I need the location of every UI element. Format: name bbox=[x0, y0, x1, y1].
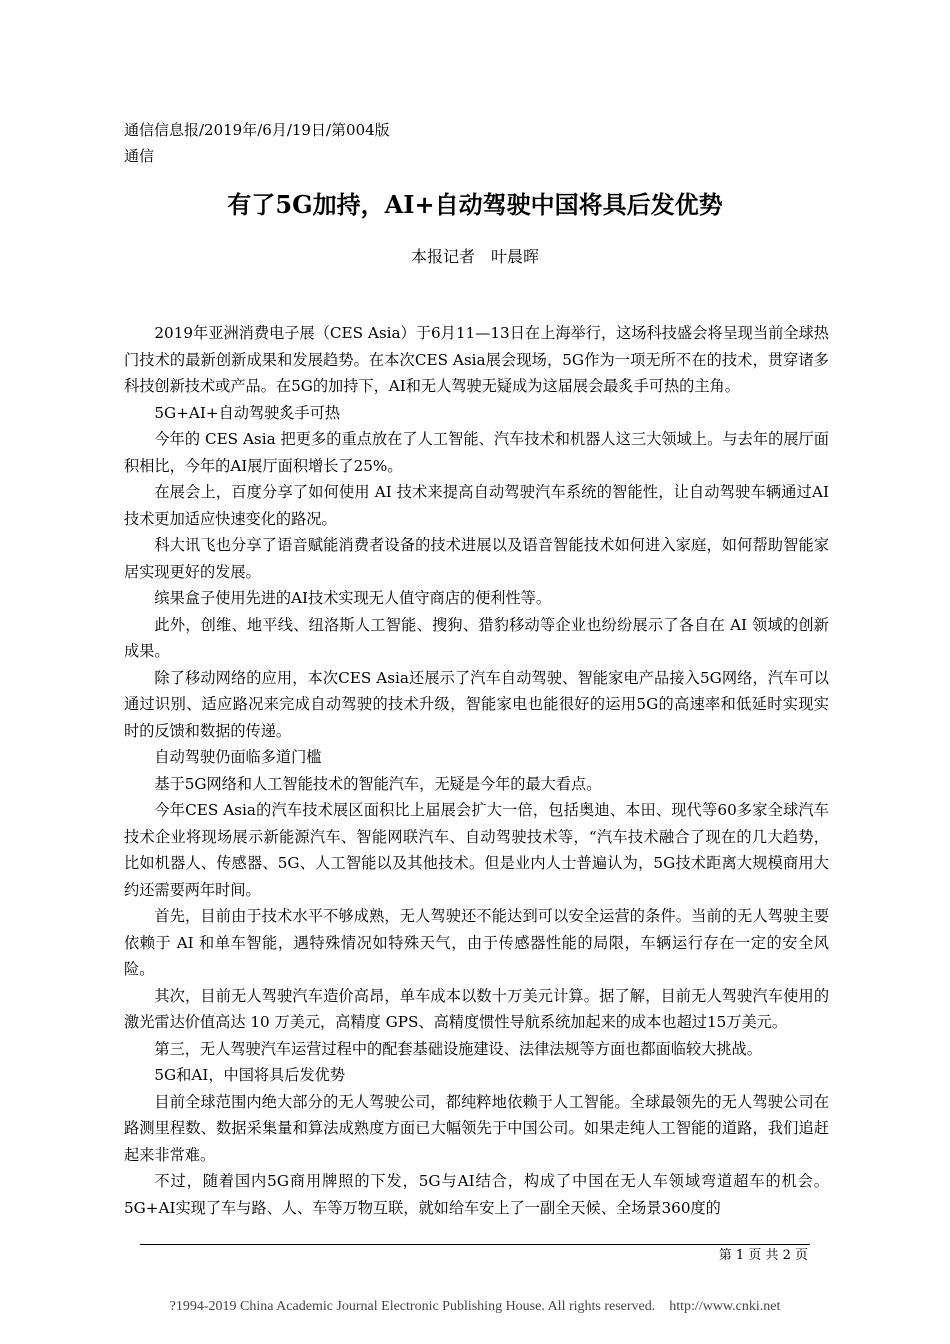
paragraph: 此外，创维、地平线、纽洛斯人工智能、搜狗、猎豹移动等企业也纷纷展示了各自在 AI 领域的创新成果。 bbox=[124, 615, 829, 660]
paragraph: 科大讯飞也分享了语音赋能消费者设备的技术进展以及语音智能技术如何进入家庭，如何帮助智能家居实现更好的发展。 bbox=[124, 536, 829, 581]
page-number: 第 1 页 共 2 页 bbox=[718, 1248, 808, 1263]
article-byline: 本报记者 叶晨晖 bbox=[410, 247, 539, 266]
copyright-footer: ?1994-2019 China Academic Journal Electronic Publishing House. All rights reserved. http://www.cnki.net bbox=[169, 1299, 781, 1314]
section-label: 通信 bbox=[124, 147, 155, 165]
article-source bbox=[124, 117, 390, 169]
footer-rule bbox=[140, 1244, 810, 1245]
paragraph: 缤果盒子使用先进的AI技术实现无人值守商店的便利性等。 bbox=[154, 589, 552, 607]
paragraph: 首先，目前由于技术水平不够成熟，无人驾驶还不能达到可以安全运营的条件。当前的无人驾驶主要依赖于 AI 和单车智能，遇特殊情况如特殊天气，由于传感器性能的局限，车辆运行存在一定的安全风险。 bbox=[124, 907, 829, 978]
subheading: 自动驾驶仍面临多道门槛 bbox=[154, 748, 322, 766]
article-body bbox=[124, 320, 829, 1221]
article-title: 有了5G加持，AI+自动驾驶中国将具后发优势 bbox=[227, 190, 723, 219]
paragraph: 基于5G网络和人工智能技术的智能汽车，无疑是今年的最大看点。 bbox=[154, 774, 602, 793]
paragraph: 目前全球范围内绝大部分的无人驾驶公司，都纯粹地依赖于人工智能。全球最领先的无人驾驶公司在路测里程数、数据采集量和算法成熟度方面已大幅领先于中国公司。如果走纯人工智能的道路，我们追赶起来非常难。 bbox=[124, 1092, 829, 1164]
paragraph: 其次，目前无人驾驶汽车造价高昂，单车成本以数十万美元计算。据了解，目前无人驾驶汽车使用的激光雷达价值高达 10 万美元，高精度 GPS、高精度惯性导航系统加起来的成本也超过15万美元。 bbox=[124, 986, 829, 1031]
paragraph: 不过，随着国内5G商用牌照的下发，5G与AI结合，构成了中国在无人车领域弯道超车的机会。5G+AI实现了车与路、人、车等万物互联，就如给车安上了一副全天候、全场景360度的 bbox=[124, 1172, 829, 1217]
paragraph: 2019年亚洲消费电子展（CES Asia）于6月11—13日在上海举行，这场科技盛会将呈现当前全球热门技术的最新创新成果和发展趋势。在本次CES Asia展会现场，5G作为一项无所不在的技术，贯穿诸多科技创新技术或产品。在5G的加持下，AI和无人驾驶无疑成为这届展会最炙手可热的主角。 bbox=[124, 324, 829, 395]
paragraph: 除了移动网络的应用，本次CES Asia还展示了汽车自动驾驶、智能家电产品接入5G网络，汽车可以通过识别、适应路况来完成自动驾驶的技术升级，智能家电也能很好的运用5G的高速率和低延时实现实时的反馈和数据的传递。 bbox=[124, 668, 829, 740]
paragraph: 今年CES Asia的汽车技术展区面积比上届展会扩大一倍，包括奥迪、本田、现代等60多家全球汽车技术企业将现场展示新能源汽车、智能网联汽车、自动驾驶技术等，“汽车技术融合了现在的几大趋势，比如机器人、传感器、5G、人工智能以及其他技术。但是业内人士普遍认为，5G技术距离大规模商用大约还需要两年时间。 bbox=[124, 801, 829, 899]
paragraph: 第三，无人驾驶汽车运营过程中的配套基础设施建设、法律法规等方面也都面临较大挑战。 bbox=[154, 1039, 762, 1058]
paragraph: 今年的 CES Asia 把更多的重点放在了人工智能、汽车技术和机器人这三大领域上。与去年的展厅面积相比，今年的AI展厅面积增长了25%。 bbox=[124, 430, 829, 475]
subheading: 5G+AI+自动驾驶炙手可热 bbox=[154, 403, 341, 422]
source-line: 通信信息报/2019年/6月/19日/第004版 bbox=[124, 121, 390, 139]
paragraph: 在展会上，百度分享了如何使用 AI 技术来提高自动驾驶汽车系统的智能性，让自动驾驶车辆通过AI技术更加适应快速变化的路况。 bbox=[124, 483, 829, 528]
subheading: 5G和AI，中国将具后发优势 bbox=[154, 1066, 346, 1084]
